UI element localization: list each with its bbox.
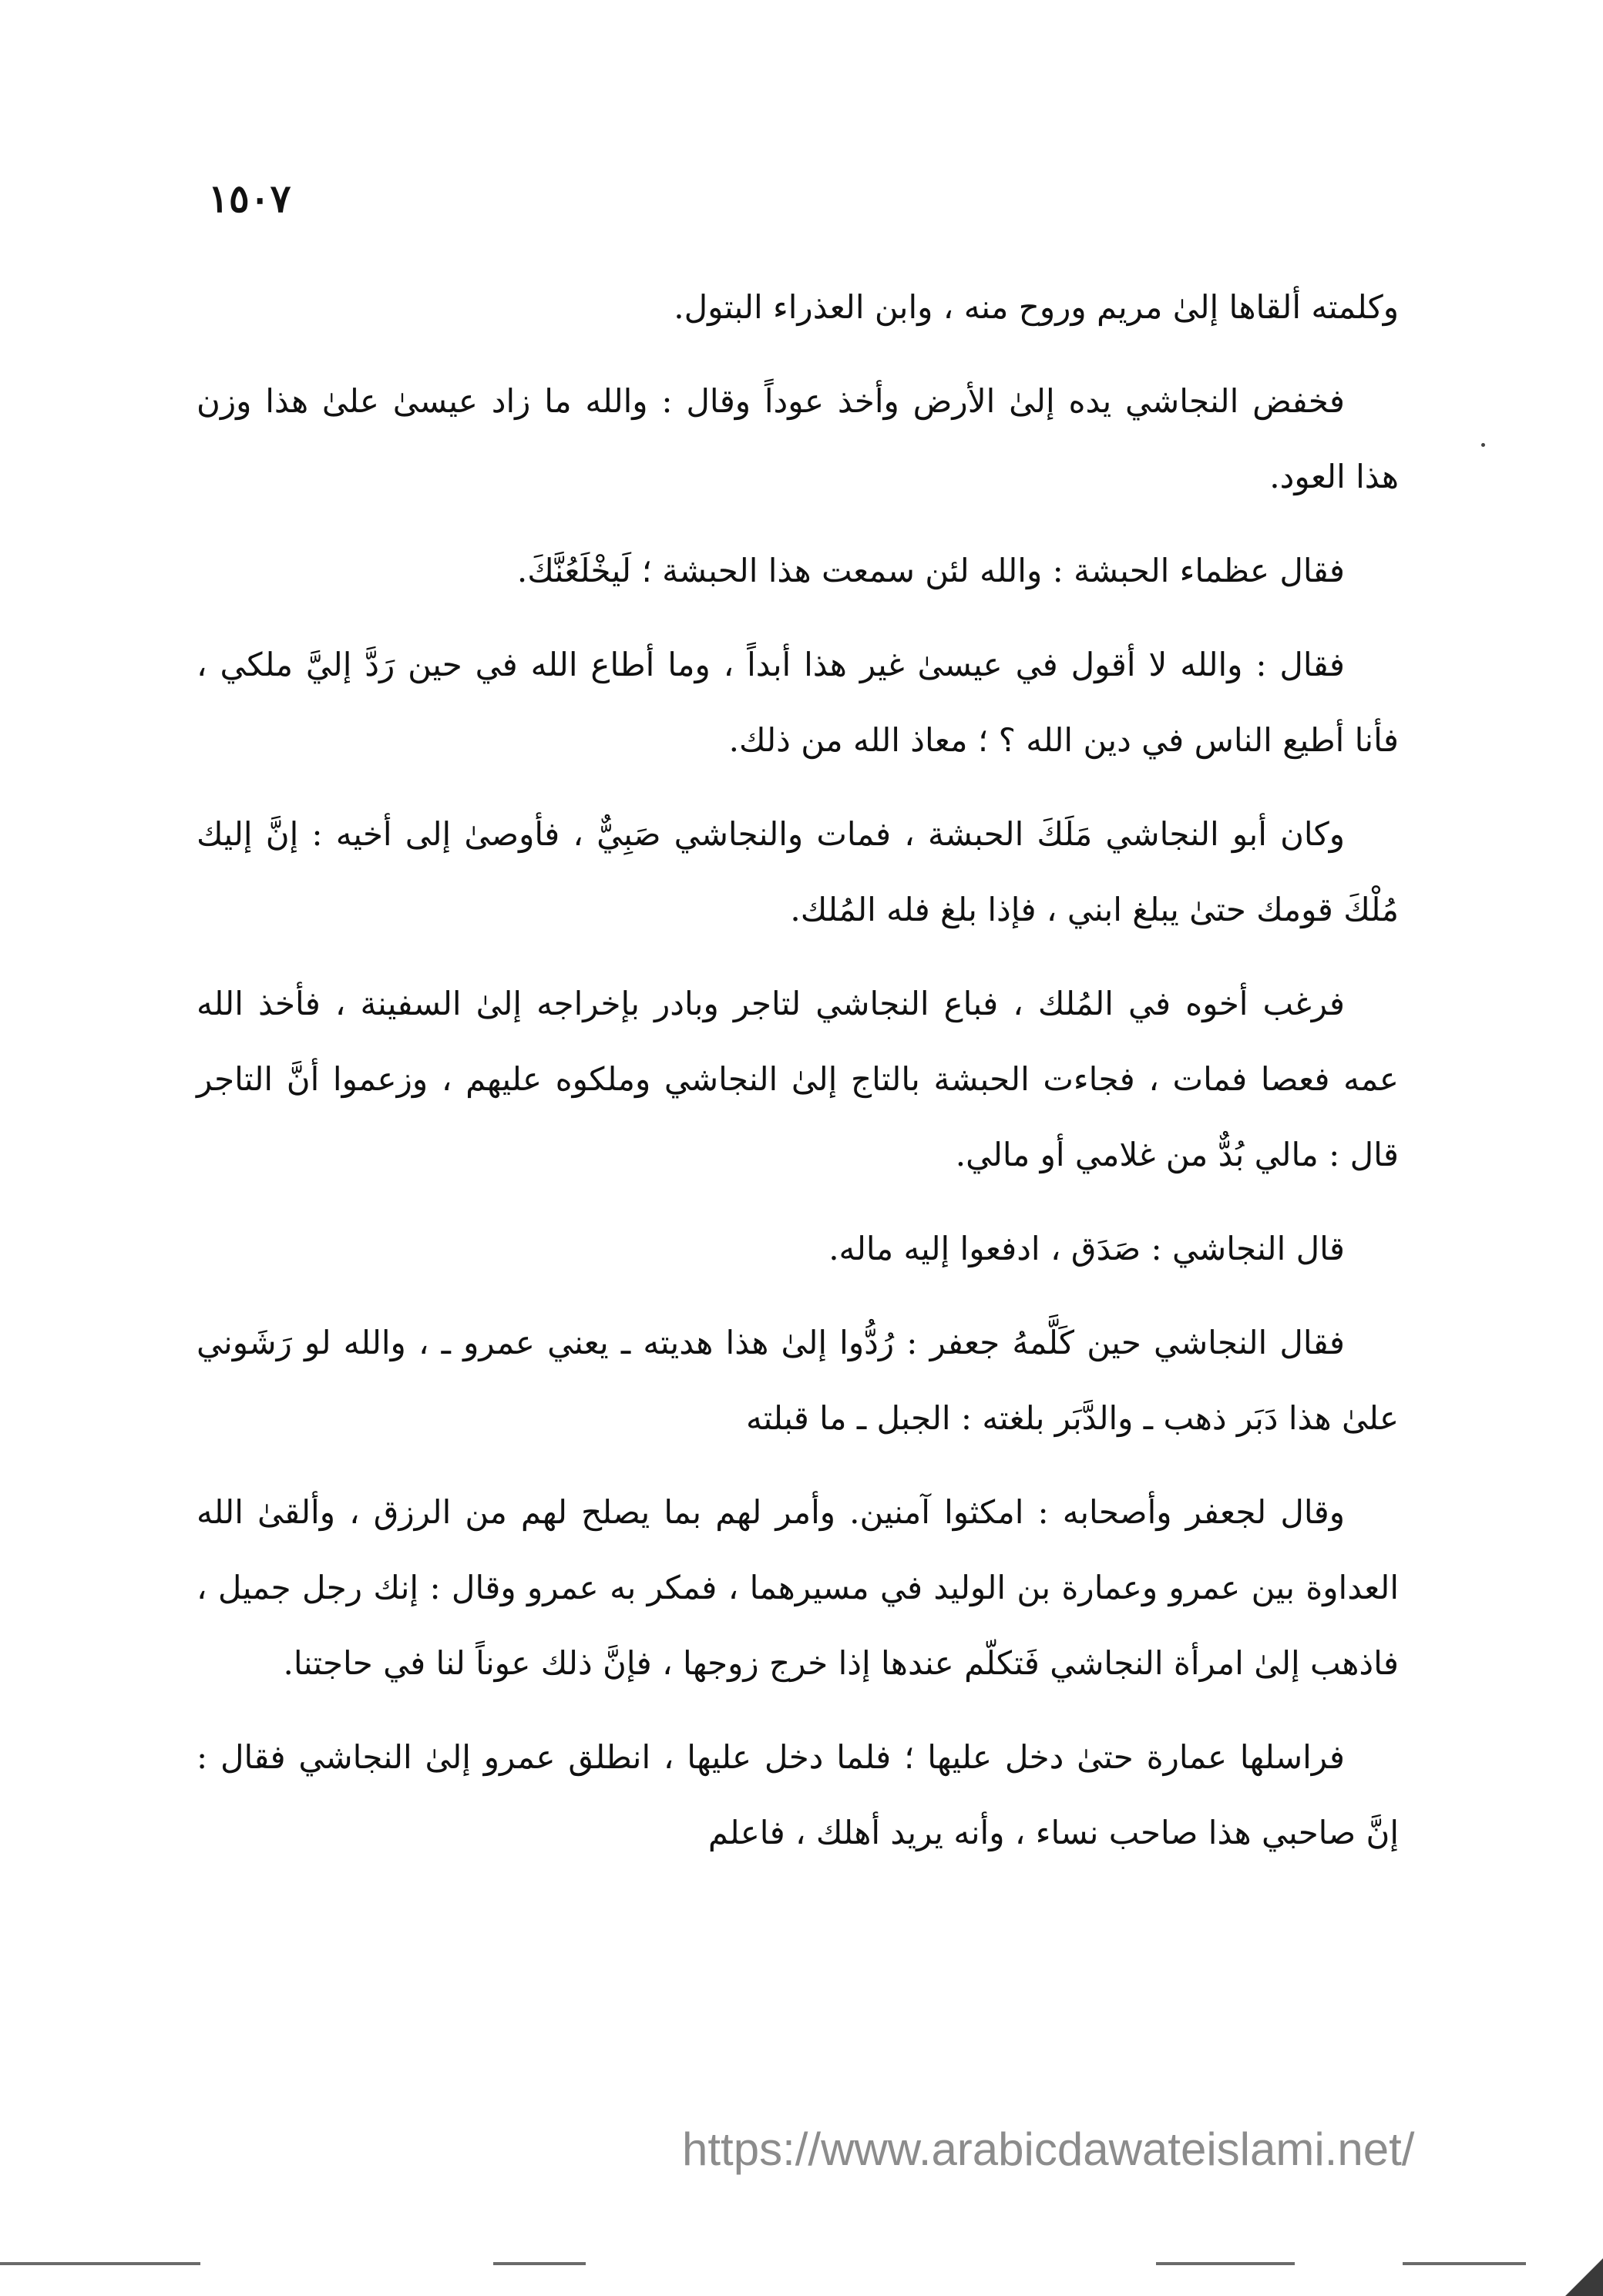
- page-corner-shadow: [1557, 2257, 1603, 2296]
- paragraph-8: فقال النجاشي حين كَلَّمهُ جعفر : رُدُّوا إلىٰ هذا هديته ـ يعني عمرو ـ ، والله لو رَشَوني علىٰ هذا دَبَر ذهب ـ والدَّبَر بلغته : الجبل ـ ما قبلته: [197, 1324, 1399, 1437]
- scan-speck: [1481, 443, 1485, 447]
- scan-edge-rule: [493, 2262, 586, 2265]
- paragraph-6: فرغب أخوه في المُلك ، فباع النجاشي لتاجر وبادر بإخراجه إلىٰ السفينة ، فأخذ الله عمه فعصا فمات ، فجاءت الحبشة بالتاج إلىٰ النجاشي وملكوه عليهم ، وزعموا أنَّ التاجر قال : مالي بُدٌّ من غلامي أو مالي.: [197, 985, 1399, 1173]
- paragraph-3: فقال عظماء الحبشة : والله لئن سمعت هذا الحبشة ؛ لَيخْلَعُنَّكَ.: [516, 552, 1345, 589]
- paragraph-9: وقال لجعفر وأصحابه : امكثوا آمنين. وأمر لهم بما يصلح لهم من الرزق ، وألقىٰ الله العداوة بين عمرو وعمارة بن الوليد في مسيرهما ، فمكر به عمرو وقال : إنك رجل جميل ، فاذهب إلىٰ امرأة النجاشي فَتكلّم عندها إذا خرج زوجها ، فإنَّ ذلك عوناً لنا في حاجتنا.: [197, 1493, 1399, 1682]
- paragraph-1: وكلمته ألقاها إلىٰ مريم وروح منه ، وابن العذراء البتول.: [674, 288, 1399, 326]
- paragraph-5: وكان أبو النجاشي مَلَكَ الحبشة ، فمات والنجاشي صَبِيٌّ ، فأوصىٰ إلى أخيه : إنَّ إليك مُلْكَ قومك حتىٰ يبلغ ابني ، فإذا بلغ فله المُلك.: [197, 815, 1399, 928]
- scan-edge-rule: [1156, 2262, 1295, 2265]
- page-number: ١٥٠٧: [208, 176, 291, 221]
- watermark-url: https://www.arabicdawateislami.net/: [682, 2123, 1415, 2175]
- scan-edge-rule: [0, 2262, 200, 2265]
- body-text: [197, 270, 1399, 1889]
- paragraph-10: فراسلها عمارة حتىٰ دخل عليها ؛ فلما دخل عليها ، انطلق عمرو إلىٰ النجاشي فقال : إنَّ صاحبي هذا صاحب نساء ، وأنه يريد أهلك ، فاعلم: [197, 1738, 1399, 1851]
- paragraph-4: فقال : والله لا أقول في عيسىٰ غير هذا أبداً ، وما أطاع الله في حين رَدَّ إليَّ ملكي ، فأنا أطيع الناس في دين الله ؟ ؛ معاذ الله من ذلك.: [197, 646, 1399, 759]
- paragraph-7: قال النجاشي : صَدَق ، ادفعوا إليه ماله.: [828, 1230, 1345, 1267]
- paragraph-2: فخفض النجاشي يده إلىٰ الأرض وأخذ عوداً وقال : والله ما زاد عيسىٰ علىٰ هذا وزن هذا العود.: [197, 382, 1399, 495]
- scan-edge-rule: [1403, 2262, 1526, 2265]
